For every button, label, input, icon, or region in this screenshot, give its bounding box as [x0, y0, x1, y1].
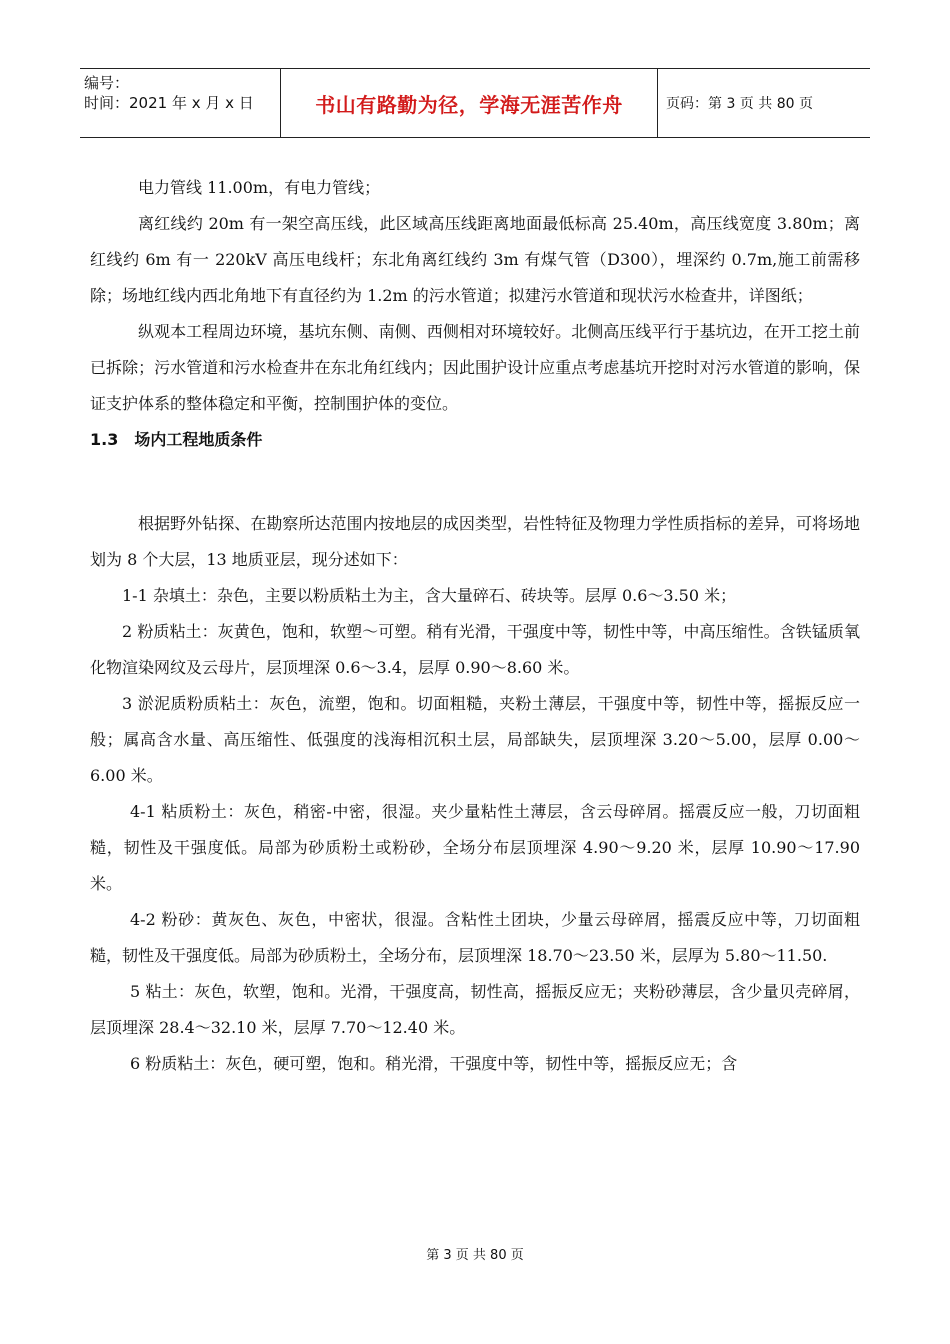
paragraph-layer-3: 3 淤泥质粉质粘土：灰色，流塑，饱和。切面粗糙，夹粉土薄层，干强度中等，韧性中等，摇振反应一般；属高含水量、高压缩性、低强度的浅海相沉积土层，局部缺失，层顶埋深 3.20～5.00，层厚 0.00～6.00 米。 [90, 694, 860, 785]
paragraph-layer-2: 2 粉质粘土：灰黄色，饱和，软塑～可塑。稍有光滑，干强度中等，韧性中等，中高压缩性。含铁锰质氧化物渲染网纹及云母片，层顶埋深 0.6～3.4，层厚 0.90～8.60 米。 [90, 622, 860, 677]
document-number-label: 编号： [84, 74, 130, 92]
paragraph-layer-4-2: 4-2 粉砂：黄灰色、灰色，中密状，很湿。含粘性土团块，少量云母碎屑，摇震反应中等，刀切面粗糙，韧性及干强度低。局部为砂质粉土，全场分布，层顶埋深 18.70～23.50 米，层厚为 5.80～11.50. [90, 910, 860, 965]
paragraph-power-line: 电力管线 11.00m，有电力管线； [138, 178, 381, 197]
page-header [80, 68, 870, 138]
document-date: 时间：2021 年 x 月 x 日 [84, 94, 254, 112]
paragraph-layer-1-1: 1-1 杂填土：杂色，主要以粉质粘土为主，含大量碎石、砖块等。层厚 0.6～3.50 米； [122, 586, 737, 605]
document-body [90, 170, 860, 1082]
page-footer: 第 3 页 共 80 页 [426, 1248, 524, 1263]
section-heading: 1.3 场内工程地质条件 [90, 430, 263, 449]
paragraph-overhead-line: 离红线约 20m 有一架空高压线，此区域高压线距离地面最低标高 25.40m，高压线宽度 3.80m；离红线约 6m 有一 220kV 高压电线杆；东北角离红线约 3m 有煤气管（D300），埋深约 0.7m,施工前需移除；场地红线内西北角地下有直径约为 1.2m 的污水管道；拟建污水管道和现状污水检查井，详图纸； [90, 214, 860, 305]
paragraph-layer-4-1: 4-1 粘质粉土：灰色，稍密-中密，很湿。夹少量粘性土薄层，含云母碎屑。摇震反应一般，刀切面粗糙，韧性及干强度低。局部为砂质粉土或粉砂，全场分布层顶埋深 4.90～9.20 米，层厚 10.90～17.90 米。 [90, 802, 860, 893]
section-spacer [90, 458, 860, 506]
paragraph-environment-overview: 纵观本工程周边环境，基坑东侧、南侧、西侧相对环境较好。北侧高压线平行于基坑边，在开工挖土前已拆除；污水管道和污水检查井在东北角红线内；因此围护设计应重点考虑基坑开挖时对污水管道的影响，保证支护体系的整体稳定和平衡，控制围护体的变位。 [90, 322, 860, 413]
paragraph-layer-5: 5 粘土：灰色，软塑，饱和。光滑，干强度高，韧性高，摇振反应无；夹粉砂薄层，含少量贝壳碎屑，层顶埋深 28.4～32.10 米，层厚 7.70～12.40 米。 [90, 982, 860, 1037]
header-page-info: 页码：第 3 页 共 80 页 [666, 96, 813, 112]
paragraph-layer-6: 6 粉质粘土：灰色，硬可塑，饱和。稍光滑，干强度中等，韧性中等，摇振反应无；含 [130, 1054, 738, 1073]
header-motto: 书山有路勤为径，学海无涯苦作舟 [281, 69, 658, 137]
header-meta [80, 69, 281, 137]
paragraph-strata-intro: 根据野外钻探、在勘察所达范围内按地层的成因类型，岩性特征及物理力学性质指标的差异，可将场地划为 8 个大层，13 地质亚层，现分述如下： [90, 514, 860, 569]
